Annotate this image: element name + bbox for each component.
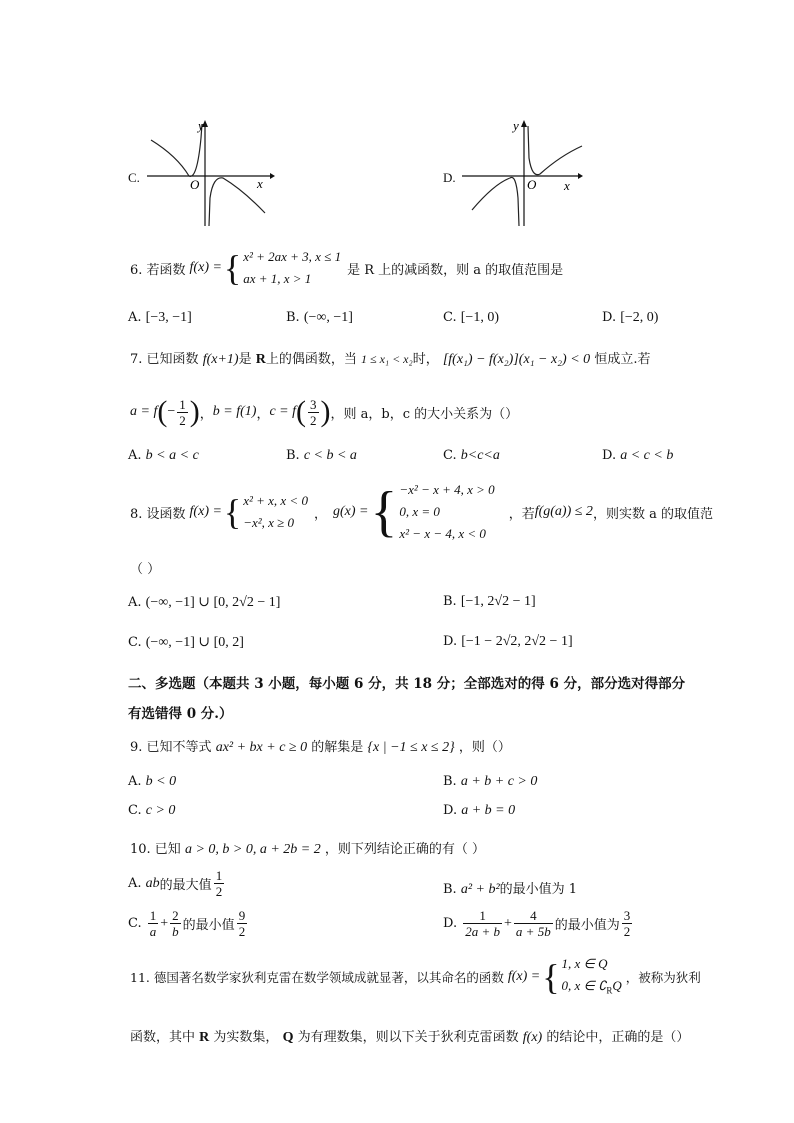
q7-option-a[interactable]: A. b < a < c <box>128 448 199 463</box>
graph-d-curve-left <box>472 177 519 226</box>
q7-b-def: b = f(1) <box>212 404 257 419</box>
graph-c-x-label: x <box>257 176 263 191</box>
graph-c-y-label: y <box>198 118 204 133</box>
q6-option-c[interactable]: C. [−1, 0) <box>443 310 499 325</box>
q9-inequality: ax² + bx + c ≥ 0 <box>215 740 308 755</box>
q6-cases <box>243 246 341 290</box>
graph-d-curve-right <box>528 126 582 175</box>
q7-option-d[interactable]: D. a < c < b <box>602 448 674 463</box>
graph-c-origin: O <box>190 177 200 192</box>
q7-a-def: a = f <box>130 404 158 419</box>
q10-option-a[interactable]: A. ab 的最大值 $\frac{1}{2}$ <box>128 868 223 899</box>
q10-option-c[interactable]: C. $\frac{1}{a}$ + $\frac{2}{b}$ 的最小值 $\frac{9}{2}$ <box>128 908 246 939</box>
graph-c <box>145 118 275 230</box>
graph-c-label: C. <box>128 170 140 185</box>
question-9: 9. 已知不等式 ax² + bx + c ≥ 0 的解集是 {x | −1 ≤ x ≤ 2} ，则（） <box>130 740 511 755</box>
q6-option-b[interactable]: B. (−∞, −1] <box>286 310 353 325</box>
question-6 <box>130 245 563 291</box>
q10-option-d[interactable]: D. $\frac{1}{2a + b}$ + $\frac{4}{a + 5b}$ 的最小值为 $\frac{3}{2}$ <box>443 908 631 939</box>
q7-c-frac: $\frac{3}{2}$ <box>310 396 317 428</box>
graph-d-x-label: x <box>564 178 570 193</box>
graph-c-x-arrow <box>270 173 275 179</box>
q10-option-b[interactable]: B. a² + b²的最小值为 1 <box>443 882 578 897</box>
q10-condition: a > 0, b > 0, a + 2b = 2 <box>184 842 321 857</box>
question-11-line2: 函数，其中 R 为实数集， Q 为有理数集，则以下关于狄利克雷函数 f(x) 的结论中，正确的是（） <box>130 1030 690 1045</box>
graph-c-curve-left <box>151 124 202 176</box>
q6-case1: x² + 2ax + 3, x ≤ 1 <box>243 249 342 264</box>
q6-num: 6. 若函数 <box>130 262 186 278</box>
q8-option-c[interactable]: C. (−∞, −1] ∪ [0, 2] <box>128 635 244 650</box>
q11-cases: 1, x ∈ Q 0, x ∈ $∁_RQ$ <box>561 955 622 996</box>
question-11: 11. 德国著名数学家狄利克雷在数学领域成就显著，以其命名的函数 f(x) = { 1, x ∈ Q 0, x ∈ $∁_RQ$ ，被称为狄利 <box>130 952 701 1002</box>
question-7-line1: 7. 已知函数 f(x+1)是 R上的偶函数，当 1 ≤ x₁ < x₂时， [f(x₁) − f(x₂)](x₁ − x₂) < 0 恒成立.若 <box>130 352 651 367</box>
q8-g-cases: −x² − x + 4, x > 0 0, x = 0 x² − x − 4, x < 0 <box>399 482 495 541</box>
q7-func: f(x+1) <box>202 352 239 367</box>
q8-option-d[interactable]: D. [−1 − 2√2, 2√2 − 1] <box>443 634 573 649</box>
graph-d-y-arrow <box>521 120 527 127</box>
q8-f-cases: x² + x, x < 0 −x², x ≥ 0 <box>243 493 308 530</box>
q7-c-def: c = f <box>269 404 297 419</box>
q8-paren: （ ） <box>130 562 161 577</box>
q7-option-b[interactable]: B. c < b < a <box>286 448 357 463</box>
q6-case2: ax + 1, x > 1 <box>243 271 312 286</box>
q6-option-d[interactable]: D. [−2, 0) <box>602 310 659 325</box>
q6-func: f(x) = <box>189 260 222 275</box>
q7-inequality: [f(x₁) − f(x₂)](x₁ − x₂) < 0 <box>442 352 591 367</box>
q6-tail: 是 R 上的减函数，则 a 的取值范围是 <box>347 262 564 278</box>
q9-set: {x | −1 ≤ x ≤ 2} <box>367 740 455 755</box>
q8-option-a[interactable]: A. (−∞, −1] ∪ [0, 2√2 − 1] <box>128 595 281 610</box>
graph-d-x-arrow <box>578 173 583 179</box>
graph-d-label: D. <box>443 170 456 185</box>
q9-option-d[interactable]: D. a + b = 0 <box>443 803 516 818</box>
q9-option-b[interactable]: B. a + b + c > 0 <box>443 774 538 789</box>
q7-a-frac: $\frac{1}{2}$ <box>179 396 186 428</box>
graph-d-origin: O <box>527 177 537 192</box>
graph-d <box>460 118 590 230</box>
question-10: 10. 已知 a > 0, b > 0, a + 2b = 2 ，则下列结论正确的有（ ） <box>130 842 486 857</box>
q6-option-a[interactable]: A. [−3, −1] <box>128 310 192 325</box>
question-8: 8. 设函数 f(x) = { x² + x, x < 0 −x², x ≥ 0 ， g(x) = { −x² − x + 4, x > 0 0, x = 0 x² − x − 4, x < 0 ，若 f(g(a)) ≤ 2 ，则实数 a 的取值范 <box>130 481 713 543</box>
graph-d-y-label: y <box>513 118 519 133</box>
question-7-line2: a = f ( − $\frac{1}{2}$ ) ， b = f(1) ， c = f ( $\frac{3}{2}$ ) ，则 a，b，c 的大小关系为（） <box>130 395 519 428</box>
q9-option-c[interactable]: C. c > 0 <box>128 803 176 818</box>
q9-option-a[interactable]: A. b < 0 <box>128 774 177 789</box>
section-2-heading-line1: 二、多选题（本题共 3 小题，每小题 6 分，共 18 分；全部选对的得 6 分，部分选对得部分 <box>128 676 686 692</box>
section-2-heading-line2: 有选错得 0 分.） <box>128 706 233 722</box>
q8-option-b[interactable]: B. [−1, 2√2 − 1] <box>443 594 536 609</box>
q6-brace: { <box>223 248 242 288</box>
q7-option-c[interactable]: C. b<c<a <box>443 448 500 463</box>
